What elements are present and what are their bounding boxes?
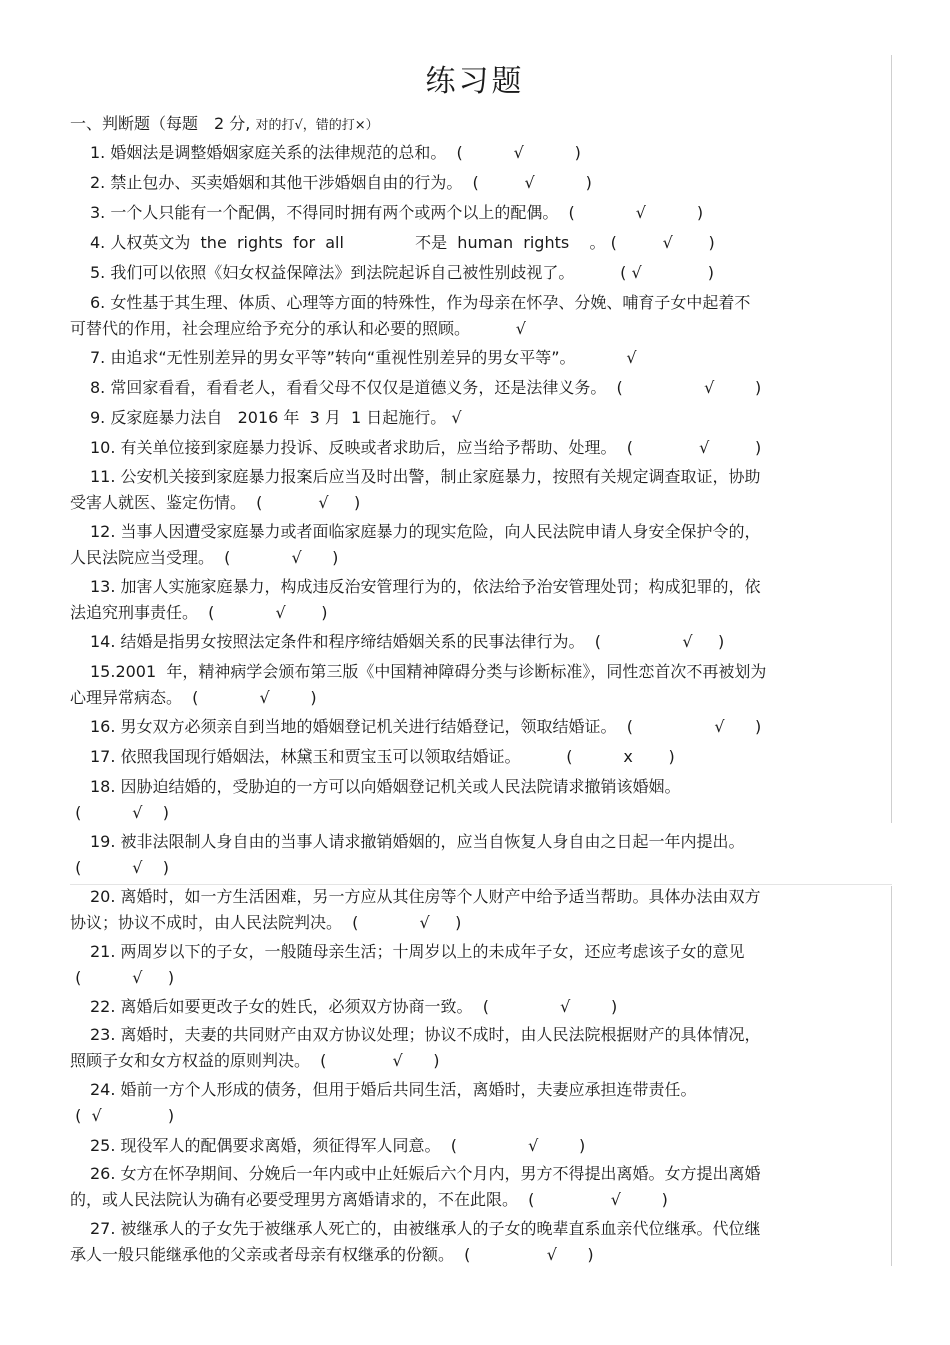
question-item [70, 884, 850, 936]
question-text: 27. 被继承人的子女先于被继承人死亡的，由被继承人的子女的晚辈直系血亲代位继承。代位继 [90, 1219, 761, 1238]
question-text: 5. 我们可以依照《妇女权益保障法》到法院起诉自己被性别歧视了。 ( √ ) [90, 263, 715, 282]
question-text: 26. 女方在怀孕期间、分娩后一年内或中止妊娠后六个月内，男方不得提出离婚。女方提出离婚 [90, 1164, 761, 1183]
question-text: 7. 由追求“无性别差异的男女平等”转向“重视性别差异的男女平等”。 √ [90, 348, 637, 367]
question-text: 16. 男女双方必须亲自到当地的婚姻登记机关进行结婚登记，领取结婚证。 ( √ ) [90, 717, 762, 736]
question-text-continued: 可替代的作用，社会理应给予充分的承认和必要的照顾。 √ [70, 319, 526, 338]
question-text: 10. 有关单位接到家庭暴力投诉、反映或者求助后，应当给予帮助、处理。 ( √ ) [90, 438, 762, 457]
question-item [70, 774, 850, 826]
question-item [70, 939, 850, 991]
question-item [70, 1022, 850, 1074]
question-item [70, 714, 850, 740]
question-text: 11. 公安机关接到家庭暴力报案后应当及时出警，制止家庭暴力，按照有关规定调查取证，协助 [90, 467, 761, 486]
question-text: 13. 加害人实施家庭暴力，构成违反治安管理行为的，依法给予治安管理处罚；构成犯罪的，依 [90, 577, 761, 596]
question-text-continued: ( √ ) [70, 858, 169, 877]
question-item [70, 1161, 850, 1213]
page-title: 练习题 [425, 64, 525, 99]
question-item [70, 829, 850, 881]
question-text-continued: 承人一般只能继承他的父亲或者母亲有权继承的份额。 ( √ ) [70, 1245, 594, 1264]
section-instruction: 对的打√，错的打×） [255, 118, 379, 133]
question-text-continued: 协议；协议不成时，由人民法院判决。 ( √ ) [70, 913, 462, 932]
question-text-continued: 人民法院应当受理。 ( √ ) [70, 548, 339, 567]
question-item [70, 405, 850, 431]
question-item [70, 375, 850, 401]
question-text-continued: ( √ ) [70, 803, 169, 822]
section-heading [70, 114, 379, 136]
question-text: 24. 婚前一方个人形成的债务，但用于婚后共同生活，离婚时，夫妻应承担连带责任。 [90, 1080, 697, 1099]
question-item [70, 200, 850, 226]
question-text: 25. 现役军人的配偶要求离婚，须征得军人同意。 ( √ ) [90, 1136, 586, 1155]
question-item [70, 464, 850, 516]
question-item [70, 260, 850, 286]
question-item [70, 170, 850, 196]
question-text-continued: 法追究刑事责任。 ( √ ) [70, 603, 328, 622]
question-item [70, 140, 850, 166]
question-text: 19. 被非法限制人身自由的当事人请求撤销婚姻的，应当自恢复人身自由之日起一年内提出。 [90, 832, 745, 851]
question-item [70, 1133, 850, 1159]
question-text-continued: 受害人就医、鉴定伤情。 ( √ ) [70, 493, 361, 512]
question-text: 14. 结婚是指男女按照法定条件和程序缔结婚姻关系的民事法律行为。 ( √ ) [90, 632, 725, 651]
question-text: 21. 两周岁以下的子女，一般随母亲生活；十周岁以上的未成年子女，还应考虑该子女的意见 [90, 942, 745, 961]
question-item [70, 994, 850, 1020]
question-text: 22. 离婚后如要更改子女的姓氏，必须双方协商一致。 ( √ ) [90, 997, 618, 1016]
question-text: 4. 人权英文为 the rights for all 不是 human rights 。 ( √ ) [90, 233, 715, 252]
question-text: 15.2001 年，精神病学会颁布第三版《中国精神障碍分类与诊断标准》，同性恋首次不再被划为 [90, 662, 767, 681]
question-item [70, 574, 850, 626]
question-text: 6. 女性基于其生理、体质、心理等方面的特殊性，作为母亲在怀孕、分娩、哺育子女中起着不 [90, 293, 751, 312]
question-item [70, 659, 850, 711]
question-text: 2. 禁止包办、买卖婚姻和其他干涉婚姻自由的行为。 ( √ ) [90, 173, 592, 192]
question-item [70, 629, 850, 655]
question-text: 23. 离婚时，夫妻的共同财产由双方协议处理；协议不成时，由人民法院根据财产的具体情况， [90, 1025, 761, 1044]
question-item [70, 435, 850, 461]
question-text: 1. 婚姻法是调整婚姻家庭关系的法律规范的总和。 ( √ ) [90, 143, 581, 162]
question-text-continued: ( √ ) [70, 1106, 175, 1125]
question-text: 3. 一个人只能有一个配偶，不得同时拥有两个或两个以上的配偶。 ( √ ) [90, 203, 704, 222]
question-text: 8. 常回家看看，看看老人，看看父母不仅仅是道德义务，还是法律义务。 ( √ ) [90, 378, 762, 397]
question-item [70, 1216, 850, 1268]
question-text: 18. 因胁迫结婚的，受胁迫的一方可以向婚姻登记机关或人民法院请求撤销该婚姻。 [90, 777, 681, 796]
question-item [70, 519, 850, 571]
question-text: 20. 离婚时，如一方生活困难，另一方应从其住房等个人财产中给予适当帮助。具体办法由双方 [90, 887, 761, 906]
question-item [70, 1077, 850, 1129]
page-right-border-upper [891, 55, 892, 823]
question-text: 9. 反家庭暴力法自 2016 年 3 月 1 日起施行。 √ [90, 408, 462, 427]
question-text-continued: 的，或人民法院认为确有必要受理男方离婚请求的，不在此限。 ( √ ) [70, 1190, 668, 1209]
question-text: 17. 依照我国现行婚姻法，林黛玉和贾宝玉可以领取结婚证。 ( x ) [90, 747, 675, 766]
question-text: 12. 当事人因遭受家庭暴力或者面临家庭暴力的现实危险，向人民法院申请人身安全保护令的， [90, 522, 761, 541]
question-text-continued: 心理异常病态。 ( √ ) [70, 688, 317, 707]
section-heading-text: 一、判断题（每题 2 分, [70, 114, 251, 133]
question-item [70, 230, 850, 256]
question-item [70, 345, 850, 371]
question-text-continued: 照顾子女和女方权益的原则判决。 ( √ ) [70, 1051, 440, 1070]
question-item [70, 290, 850, 342]
question-text-continued: ( √ ) [70, 968, 175, 987]
page-right-border-lower [891, 886, 892, 1266]
question-item [70, 744, 850, 770]
